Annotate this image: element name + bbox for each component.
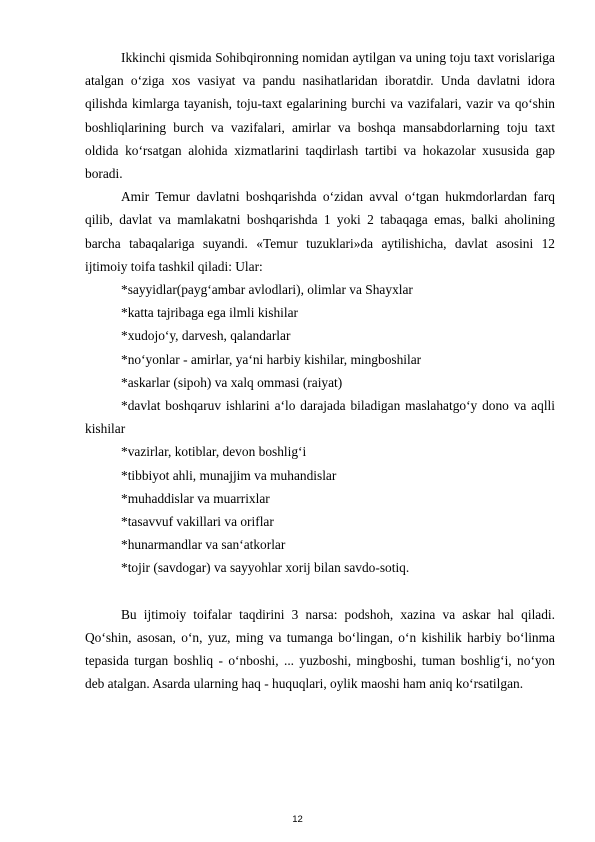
list-item: *tibbiyot ahli, munajjim va muhandislar <box>121 467 337 483</box>
list-item: *davlat boshqaruv ishlarini a‘lo darajada biladigan maslahatgo‘y dono va aqlli kishilar <box>85 398 555 437</box>
list-item: *sayyidlar(payg‘ambar avlodlari), olimlar va Shayxlar <box>121 282 413 298</box>
list-item: *vazirlar, kotiblar, devon boshlig‘i <box>121 444 307 460</box>
page-body <box>85 46 555 695</box>
list-item: *tasavvuf vakillari va oriflar <box>121 514 274 530</box>
list-item: *askarlar (sipoh) va xalq ommasi (raiyat) <box>121 374 343 390</box>
paragraph: Bu ijtimoiy toifalar taqdirini 3 narsa: podshoh, xazina va askar hal qiladi. Qo‘shin, asosan, o‘n, yuz, ming va tumanga bo‘lingan, o‘n kishilik harbiy bo‘linma tepasida turgan boshliq - o‘nboshi, ... yuzboshi, mingboshi, tuman boshlig‘i, no‘yon deb atalgan. Asarda ularning haq - huquqlari, oylik maoshi ham aniq ko‘rsatilgan. <box>85 606 555 692</box>
list-item: *tojir (savdogar) va sayyohlar xorij bilan savdo-sotiq. <box>121 560 410 576</box>
list-item: *katta tajribaga ega ilmli kishilar <box>121 305 298 321</box>
list-item: *no‘yonlar - amirlar, ya‘ni harbiy kishilar, mingboshilar <box>121 351 422 367</box>
list-item: *xudojo‘y, darvesh, qalandarlar <box>121 328 291 344</box>
list-item: *hunarmandlar va san‘atkorlar <box>121 537 286 553</box>
list-item: *muhaddislar va muarrixlar <box>121 490 270 506</box>
paragraph: Ikkinchi qismida Sohibqironning nomidan aytilgan va uning toju taxt vorislariga atalgan o‘ziga xos vasiyat va pandu nasihatlaridan iboratdir. Unda davlatni idora qilishda kimlarga tayanish, toju-taxt egalarining burchi va vazifalari, vazir va qo‘shin boshliqlarining burch va vazifalari, amirlar va boshqa mansabdorlarning toju taxt oldida ko‘rsatgan alohida xizmatlarini taqdirlash tartibi va hokazolar xususida gap boradi. <box>85 50 555 182</box>
page-number: 12 <box>292 814 303 825</box>
paragraph: Amir Temur davlatni boshqarishda o‘zidan avval o‘tgan hukmdorlardan farq qilib, davlat va mamlakatni boshqarishda 1 yoki 2 tabaqaga emas, balki aholining barcha tabaqalariga suyandi. «Temur tuzuklari»da aytilishicha, davlat asosini 12 ijtimoiy toifa tashkil qiladi: Ular: <box>85 189 555 274</box>
